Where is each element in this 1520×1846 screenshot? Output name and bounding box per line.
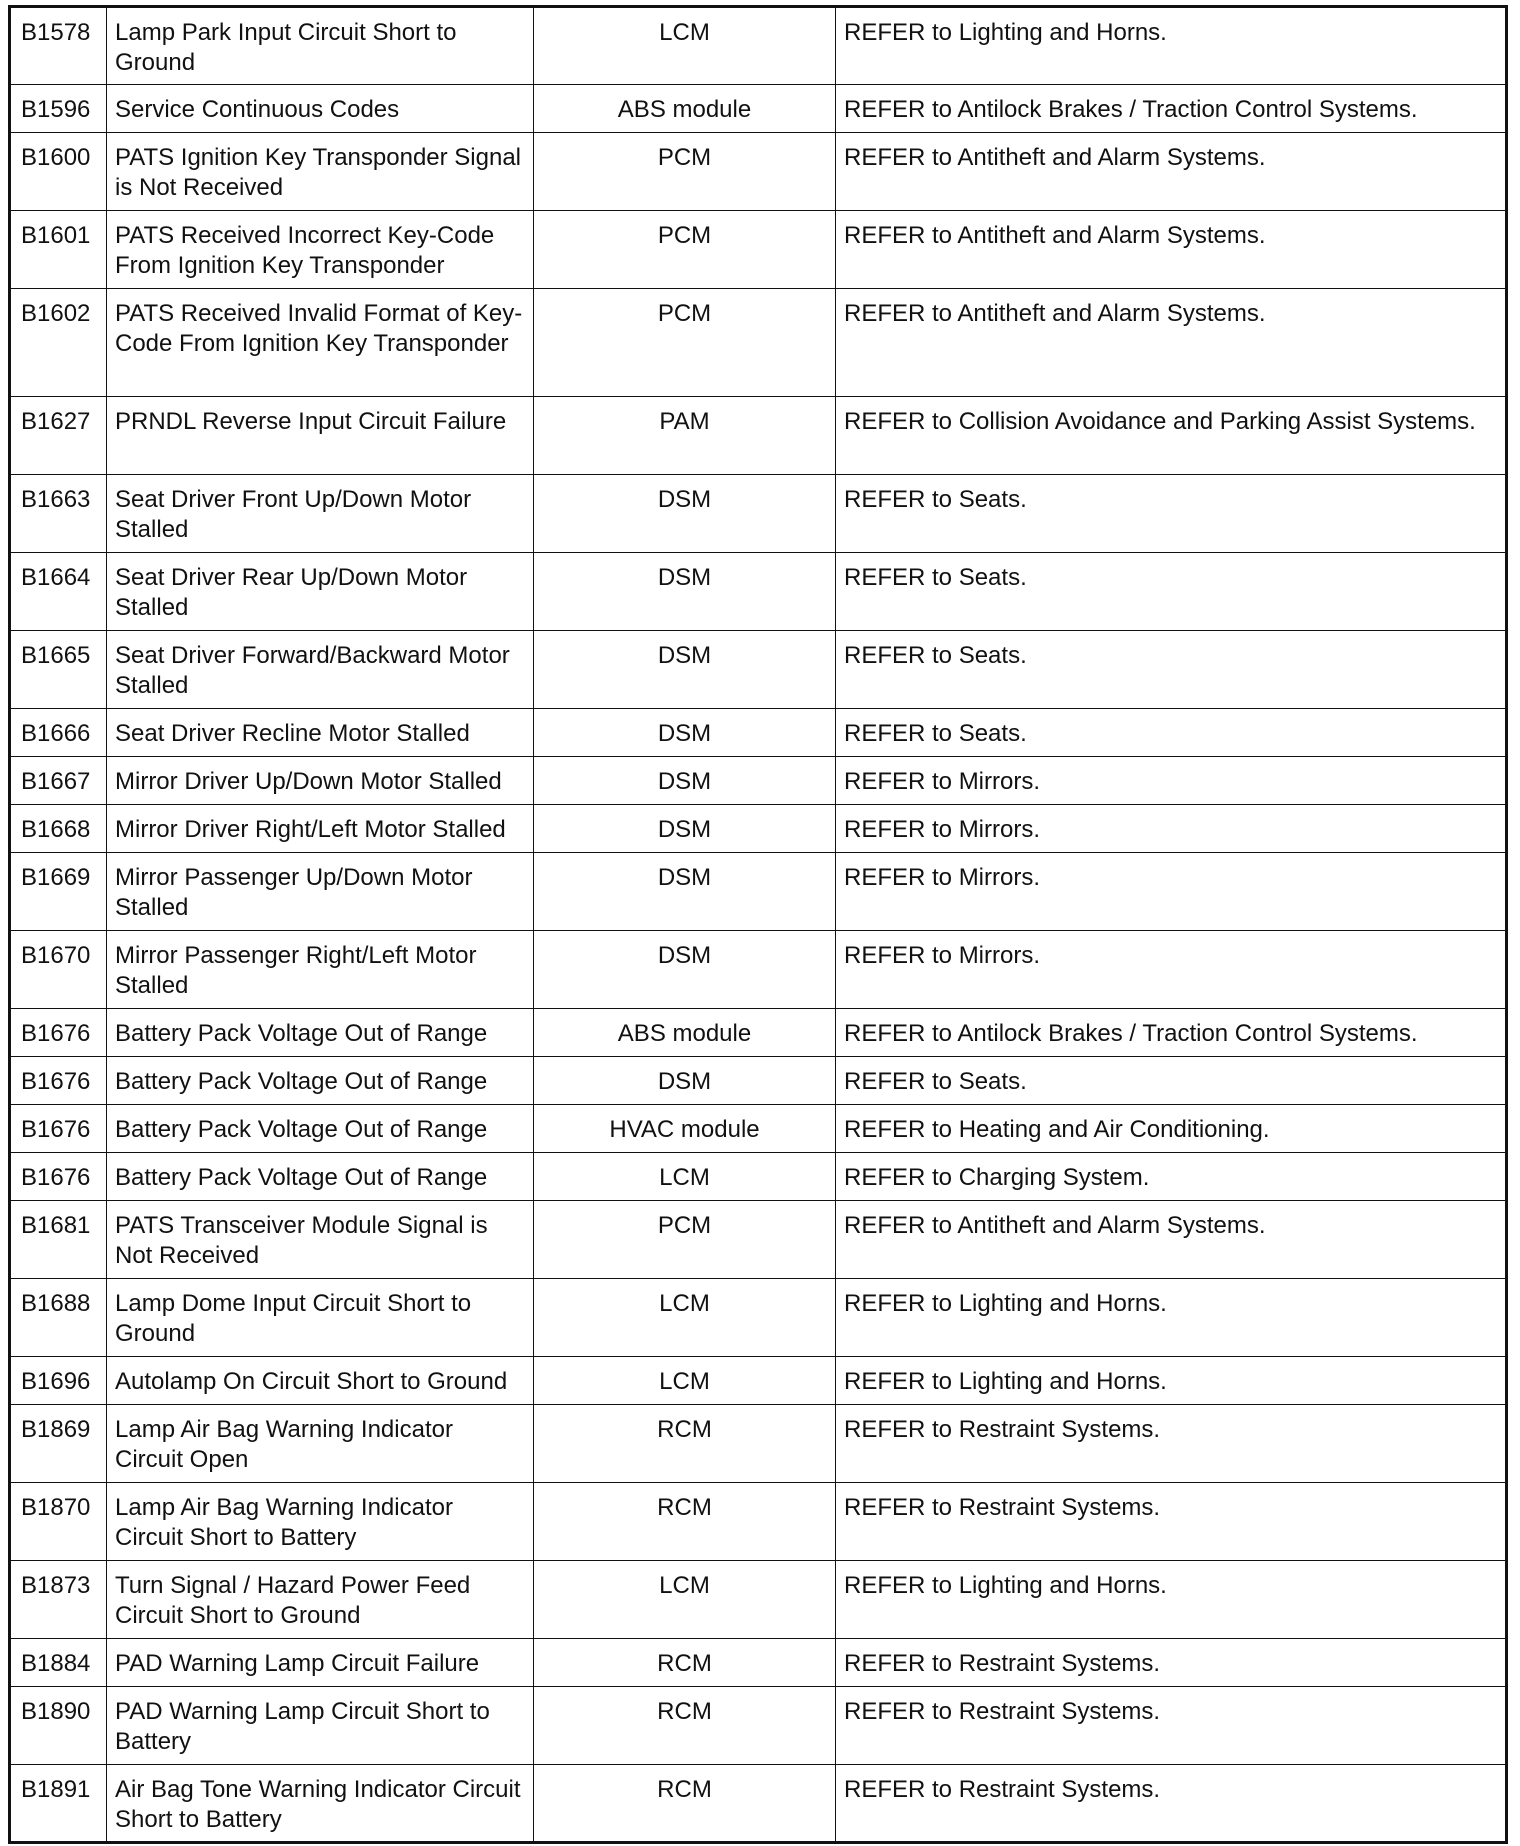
table-row xyxy=(10,1357,1507,1405)
module-cell: LCM xyxy=(534,1279,836,1357)
dtc-code-cell: B1891 xyxy=(10,1765,107,1843)
table-row xyxy=(10,709,1507,757)
description-cell: Service Continuous Codes xyxy=(107,85,534,133)
description-cell: PATS Transceiver Module Signal is Not Received xyxy=(107,1201,534,1279)
table-row xyxy=(10,133,1507,211)
description-cell: Battery Pack Voltage Out of Range xyxy=(107,1009,534,1057)
table-row xyxy=(10,7,1507,85)
table-row xyxy=(10,631,1507,709)
module-cell: DSM xyxy=(534,553,836,631)
action-cell: REFER to Seats. xyxy=(836,1057,1507,1105)
dtc-code-cell: B1676 xyxy=(10,1009,107,1057)
description-cell: Lamp Park Input Circuit Short to Ground xyxy=(107,7,534,85)
dtc-code-cell: B1666 xyxy=(10,709,107,757)
description-cell: Lamp Air Bag Warning Indicator Circuit Open xyxy=(107,1405,534,1483)
table-row xyxy=(10,1561,1507,1639)
description-cell: Seat Driver Rear Up/Down Motor Stalled xyxy=(107,553,534,631)
dtc-code-cell: B1873 xyxy=(10,1561,107,1639)
action-cell: REFER to Mirrors. xyxy=(836,853,1507,931)
description-cell: Mirror Driver Up/Down Motor Stalled xyxy=(107,757,534,805)
module-cell: PAM xyxy=(534,397,836,475)
dtc-code-cell: B1600 xyxy=(10,133,107,211)
module-cell: DSM xyxy=(534,475,836,553)
action-cell: REFER to Seats. xyxy=(836,475,1507,553)
dtc-code-cell: B1696 xyxy=(10,1357,107,1405)
module-cell: LCM xyxy=(534,1153,836,1201)
table-row xyxy=(10,1105,1507,1153)
dtc-code-cell: B1884 xyxy=(10,1639,107,1687)
module-cell: LCM xyxy=(534,1357,836,1405)
action-cell: REFER to Mirrors. xyxy=(836,757,1507,805)
table-row xyxy=(10,1483,1507,1561)
dtc-code-cell: B1869 xyxy=(10,1405,107,1483)
action-cell: REFER to Restraint Systems. xyxy=(836,1765,1507,1843)
dtc-table-body xyxy=(10,7,1507,1843)
table-row xyxy=(10,397,1507,475)
description-cell: Seat Driver Front Up/Down Motor Stalled xyxy=(107,475,534,553)
description-cell: Turn Signal / Hazard Power Feed Circuit Short to Ground xyxy=(107,1561,534,1639)
table-row xyxy=(10,1639,1507,1687)
action-cell: REFER to Antitheft and Alarm Systems. xyxy=(836,289,1507,397)
table-row xyxy=(10,1153,1507,1201)
dtc-code-cell: B1667 xyxy=(10,757,107,805)
module-cell: RCM xyxy=(534,1639,836,1687)
description-cell: Battery Pack Voltage Out of Range xyxy=(107,1153,534,1201)
action-cell: REFER to Mirrors. xyxy=(836,805,1507,853)
module-cell: LCM xyxy=(534,7,836,85)
dtc-code-cell: B1676 xyxy=(10,1153,107,1201)
dtc-code-cell: B1669 xyxy=(10,853,107,931)
module-cell: DSM xyxy=(534,805,836,853)
dtc-code-cell: B1627 xyxy=(10,397,107,475)
dtc-table xyxy=(8,5,1508,1844)
description-cell: PATS Ignition Key Transponder Signal is Not Received xyxy=(107,133,534,211)
action-cell: REFER to Lighting and Horns. xyxy=(836,1561,1507,1639)
description-cell: Seat Driver Forward/Backward Motor Stalled xyxy=(107,631,534,709)
table-row xyxy=(10,1765,1507,1843)
module-cell: PCM xyxy=(534,211,836,289)
module-cell: RCM xyxy=(534,1687,836,1765)
action-cell: REFER to Seats. xyxy=(836,553,1507,631)
description-cell: Mirror Driver Right/Left Motor Stalled xyxy=(107,805,534,853)
table-row xyxy=(10,85,1507,133)
description-cell: Seat Driver Recline Motor Stalled xyxy=(107,709,534,757)
module-cell: PCM xyxy=(534,289,836,397)
description-cell: PATS Received Incorrect Key-Code From Ignition Key Transponder xyxy=(107,211,534,289)
module-cell: LCM xyxy=(534,1561,836,1639)
action-cell: REFER to Seats. xyxy=(836,709,1507,757)
dtc-code-cell: B1578 xyxy=(10,7,107,85)
dtc-code-cell: B1602 xyxy=(10,289,107,397)
action-cell: REFER to Lighting and Horns. xyxy=(836,1357,1507,1405)
table-row xyxy=(10,553,1507,631)
table-row xyxy=(10,289,1507,397)
action-cell: REFER to Lighting and Horns. xyxy=(836,1279,1507,1357)
dtc-code-cell: B1664 xyxy=(10,553,107,631)
table-row xyxy=(10,1279,1507,1357)
action-cell: REFER to Charging System. xyxy=(836,1153,1507,1201)
action-cell: REFER to Restraint Systems. xyxy=(836,1405,1507,1483)
module-cell: ABS module xyxy=(534,85,836,133)
table-row xyxy=(10,1687,1507,1765)
description-cell: Battery Pack Voltage Out of Range xyxy=(107,1105,534,1153)
table-row xyxy=(10,931,1507,1009)
action-cell: REFER to Heating and Air Conditioning. xyxy=(836,1105,1507,1153)
description-cell: Lamp Dome Input Circuit Short to Ground xyxy=(107,1279,534,1357)
description-cell: PATS Received Invalid Format of Key-Code From Ignition Key Transponder xyxy=(107,289,534,397)
dtc-code-cell: B1688 xyxy=(10,1279,107,1357)
module-cell: DSM xyxy=(534,757,836,805)
dtc-code-cell: B1663 xyxy=(10,475,107,553)
description-cell: PRNDL Reverse Input Circuit Failure xyxy=(107,397,534,475)
dtc-code-cell: B1668 xyxy=(10,805,107,853)
table-row xyxy=(10,211,1507,289)
description-cell: PAD Warning Lamp Circuit Short to Battery xyxy=(107,1687,534,1765)
description-cell: Autolamp On Circuit Short to Ground xyxy=(107,1357,534,1405)
module-cell: RCM xyxy=(534,1405,836,1483)
action-cell: REFER to Restraint Systems. xyxy=(836,1639,1507,1687)
description-cell: PAD Warning Lamp Circuit Failure xyxy=(107,1639,534,1687)
table-row xyxy=(10,1057,1507,1105)
dtc-code-cell: B1681 xyxy=(10,1201,107,1279)
module-cell: DSM xyxy=(534,709,836,757)
module-cell: PCM xyxy=(534,133,836,211)
module-cell: DSM xyxy=(534,631,836,709)
table-row xyxy=(10,1201,1507,1279)
table-row xyxy=(10,1009,1507,1057)
description-cell: Air Bag Tone Warning Indicator Circuit Short to Battery xyxy=(107,1765,534,1843)
dtc-code-cell: B1665 xyxy=(10,631,107,709)
table-row xyxy=(10,757,1507,805)
dtc-code-cell: B1601 xyxy=(10,211,107,289)
dtc-code-cell: B1676 xyxy=(10,1105,107,1153)
action-cell: REFER to Antitheft and Alarm Systems. xyxy=(836,133,1507,211)
description-cell: Lamp Air Bag Warning Indicator Circuit Short to Battery xyxy=(107,1483,534,1561)
action-cell: REFER to Seats. xyxy=(836,631,1507,709)
action-cell: REFER to Mirrors. xyxy=(836,931,1507,1009)
module-cell: RCM xyxy=(534,1483,836,1561)
description-cell: Mirror Passenger Up/Down Motor Stalled xyxy=(107,853,534,931)
description-cell: Battery Pack Voltage Out of Range xyxy=(107,1057,534,1105)
dtc-code-cell: B1890 xyxy=(10,1687,107,1765)
action-cell: REFER to Collision Avoidance and Parking Assist Systems. xyxy=(836,397,1507,475)
action-cell: REFER to Antitheft and Alarm Systems. xyxy=(836,1201,1507,1279)
action-cell: REFER to Antitheft and Alarm Systems. xyxy=(836,211,1507,289)
action-cell: REFER to Restraint Systems. xyxy=(836,1687,1507,1765)
module-cell: DSM xyxy=(534,853,836,931)
module-cell: RCM xyxy=(534,1765,836,1843)
table-row xyxy=(10,475,1507,553)
action-cell: REFER to Restraint Systems. xyxy=(836,1483,1507,1561)
dtc-code-cell: B1676 xyxy=(10,1057,107,1105)
description-cell: Mirror Passenger Right/Left Motor Stalled xyxy=(107,931,534,1009)
module-cell: ABS module xyxy=(534,1009,836,1057)
table-row xyxy=(10,805,1507,853)
module-cell: PCM xyxy=(534,1201,836,1279)
action-cell: REFER to Antilock Brakes / Traction Control Systems. xyxy=(836,85,1507,133)
dtc-code-cell: B1870 xyxy=(10,1483,107,1561)
module-cell: HVAC module xyxy=(534,1105,836,1153)
action-cell: REFER to Antilock Brakes / Traction Control Systems. xyxy=(836,1009,1507,1057)
module-cell: DSM xyxy=(534,931,836,1009)
action-cell: REFER to Lighting and Horns. xyxy=(836,7,1507,85)
table-row xyxy=(10,1405,1507,1483)
table-row xyxy=(10,853,1507,931)
dtc-code-cell: B1596 xyxy=(10,85,107,133)
module-cell: DSM xyxy=(534,1057,836,1105)
dtc-code-cell: B1670 xyxy=(10,931,107,1009)
